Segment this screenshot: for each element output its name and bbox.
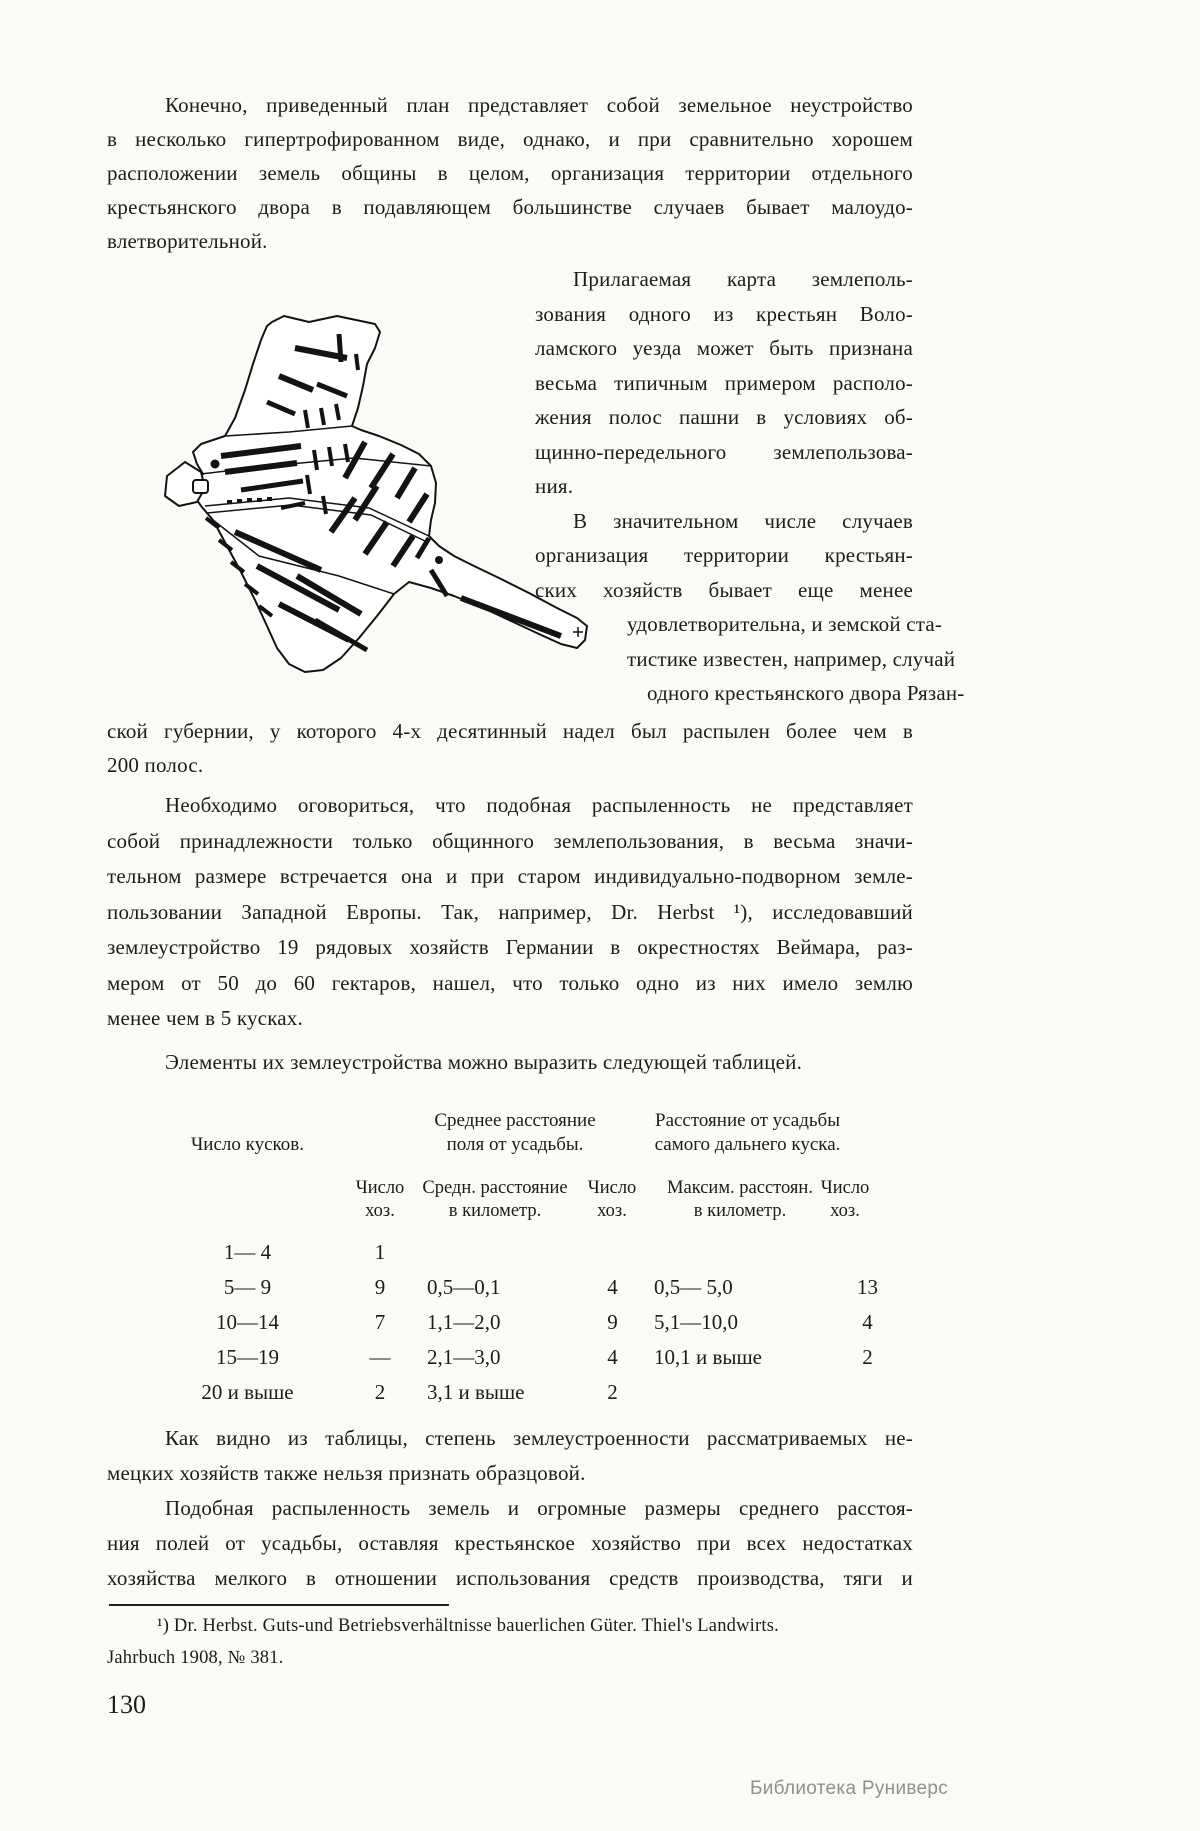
text-line: расположении земель общины в целом, организация территории отдельного — [107, 161, 913, 185]
text-line: одного крестьянского двора Рязан- — [647, 681, 965, 705]
header-line: хоз. — [365, 1200, 395, 1221]
table-cell: 4 — [607, 1274, 618, 1299]
text-line: мером от 50 до 60 гектаров, нашел, что только одно из них имело землю — [107, 970, 913, 995]
text-line: ния. — [535, 474, 574, 498]
text-line: зования одного из крестьян Воло- — [535, 301, 913, 326]
table-cell: 13 — [857, 1274, 878, 1299]
table-cell: 1,1—2,0 — [427, 1309, 501, 1334]
header-line: Число — [587, 1177, 637, 1198]
table-cell: 0,5—0,1 — [427, 1274, 501, 1299]
table-cell — [415, 1235, 575, 1270]
table-cell — [575, 1235, 650, 1270]
header-line: Максим. расстоян. — [667, 1177, 813, 1198]
text-line: мецких хозяйств также нельзя признать образцовой. — [107, 1460, 586, 1485]
landholding-table — [150, 1089, 910, 1404]
text-line: крестьянского двора в подавляющем большинстве случаев бывает малоудо- — [107, 195, 913, 219]
table-header-kuskov: Число кусков. — [190, 1133, 305, 1155]
text-line: тистике известен, например, случай — [627, 646, 956, 671]
text-line: Элементы их землеустройства можно выразить следующей таблицей. — [165, 1049, 803, 1074]
header-line: хоз. — [597, 1200, 627, 1221]
text-line: Необходимо оговориться, что подобная распыленность не представляет — [165, 793, 913, 817]
text-line: 200 полос. — [107, 753, 204, 777]
table-cell: 5— 9 — [223, 1274, 272, 1299]
text-line: удовлетворительна, и земской ста- — [627, 612, 943, 636]
map-with-wrapped-text — [107, 262, 965, 714]
table-subheader — [415, 1177, 575, 1223]
table-cell: 1— 4 — [223, 1239, 272, 1264]
header-line: в километр. — [693, 1200, 787, 1221]
header-line: в километр. — [448, 1200, 542, 1221]
table-body — [150, 1235, 905, 1410]
text-line: ских хозяйств бывает еще менее — [535, 577, 913, 602]
footnote-line: ¹) Dr. Herbst. Guts-und Betriebsverhältnisse bauerlichen Güter. Thiel's Landwirts. — [157, 1615, 779, 1636]
table-cell — [650, 1235, 830, 1270]
header-line: Среднее расстояние — [434, 1109, 596, 1131]
table-cell: 9 — [374, 1274, 386, 1299]
footnote — [107, 1610, 913, 1674]
paragraph-intro — [107, 88, 913, 258]
table-cell: 10,1 и выше — [654, 1344, 763, 1369]
header-line: Средн. расстояние — [422, 1177, 568, 1198]
text-line: собой принадлежности только общинного землепользования, в весьма значи- — [107, 828, 913, 853]
table-cell: 3,1 и выше — [427, 1379, 525, 1404]
table-cell: 7 — [374, 1309, 386, 1334]
header-line: поля от усадьбы. — [446, 1133, 584, 1155]
text-line: влетворительной. — [107, 229, 268, 253]
table-cell: 2 — [374, 1379, 386, 1404]
table-subheader — [665, 1177, 815, 1223]
paragraph-table-lead — [107, 1045, 913, 1079]
text-line: менее чем в 5 кусках. — [107, 1006, 303, 1030]
table-cell: 4 — [607, 1344, 618, 1369]
text-line: В значительном числе случаев — [573, 508, 913, 533]
header-line: Число — [820, 1177, 870, 1198]
table-cell — [830, 1375, 905, 1410]
page-content — [107, 88, 965, 1674]
table-cell: 2 — [607, 1379, 618, 1404]
text-line: организация территории крестьян- — [535, 543, 913, 567]
text-line: ния полей от усадьбы, оставляя крестьянское хозяйство при всех недостатках — [107, 1530, 913, 1555]
header-line: Расстояние от усадьбы — [655, 1109, 840, 1131]
text-line: тельном размере встречается она и при старом индивидуально-подворном земле- — [107, 864, 913, 888]
header-line: самого дальнего куска. — [654, 1133, 841, 1155]
footnote-line: Jahrbuch 1908, № 381. — [107, 1647, 284, 1668]
table-subheader — [812, 1177, 878, 1223]
paragraph-after-map — [107, 714, 913, 782]
table-cell: 5,1—10,0 — [654, 1309, 738, 1334]
paragraph-herbst — [107, 788, 913, 1037]
table-cell: — — [369, 1344, 391, 1369]
table-header-max-distance — [610, 1109, 885, 1157]
table-cell — [650, 1375, 830, 1410]
text-line: ской губернии, у которого 4-х десятинный надел был распылен более чем в — [107, 719, 913, 743]
footnote-divider — [109, 1604, 449, 1606]
paragraph-conclusion-table — [107, 1421, 913, 1491]
text-line: Как видно из таблицы, степень землеустроенности рассматриваемых не- — [165, 1425, 913, 1450]
text-line: ламского уезда может быть признана — [535, 336, 913, 360]
text-line: жения полос пашни в условиях об- — [535, 405, 913, 429]
text-line: Подобная распыленность земель и огромные размеры среднего расстоя- — [165, 1495, 913, 1520]
table-subheader — [345, 1177, 415, 1223]
header-line: хоз. — [830, 1200, 860, 1221]
table-cell: 2,1—3,0 — [427, 1344, 501, 1369]
paragraph-final — [107, 1491, 913, 1596]
table-cell: 20 и выше — [201, 1379, 294, 1404]
table-cell: 9 — [607, 1309, 618, 1334]
text-line: пользовании Западной Европы. Так, например, Dr. Herbst ¹), исследовавший — [107, 899, 913, 924]
text-line: весьма типичным примером располо- — [535, 370, 913, 395]
table-cell: 4 — [862, 1309, 873, 1334]
library-watermark: Библиотека Руниверс — [750, 1778, 949, 1799]
text-line: землеустройство 19 рядовых хозяйств Германии в окрестностях Веймара, раз- — [107, 935, 913, 959]
table-cell: 0,5— 5,0 — [654, 1274, 733, 1299]
text-line: щинно-передельного землепользова- — [535, 439, 913, 464]
text-line: Прилагаемая карта землеполь- — [573, 267, 913, 291]
text-line: в несколько гипертрофированном виде, однако, и при сравнительно хорошем — [107, 127, 913, 151]
land-use-strips-map — [109, 270, 614, 685]
text-line: хозяйства мелкого в отношении использования средств производства, тяги и — [107, 1565, 913, 1590]
page-number: 130 — [107, 1690, 146, 1719]
table-cell: 15—19 — [216, 1344, 279, 1369]
text-line: Конечно, приведенный план представляет собой земельное неустройство — [165, 93, 913, 117]
table-cell: 1 — [374, 1239, 386, 1264]
table-subheader — [577, 1177, 647, 1223]
table-cell: 10—14 — [216, 1309, 279, 1334]
table-cell — [830, 1235, 905, 1270]
table-cell: 2 — [862, 1344, 873, 1369]
header-line: Число — [355, 1177, 405, 1198]
